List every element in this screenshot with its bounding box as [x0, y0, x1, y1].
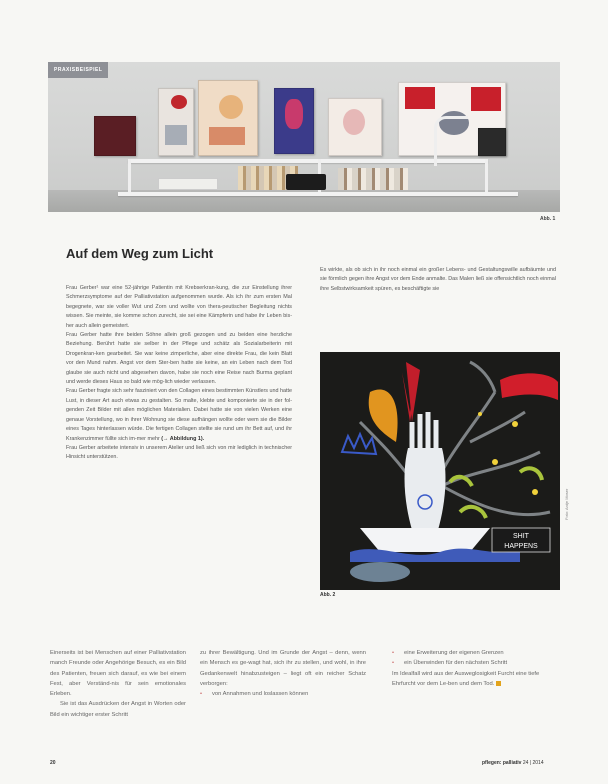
paragraph [66, 387, 292, 443]
artwork-bird-collage [158, 88, 194, 156]
shelf-lower [118, 192, 518, 196]
supplies [338, 168, 408, 190]
bullet-list [200, 689, 366, 699]
atelier-photo [48, 62, 560, 212]
section-tag: PRAXISBEISPIEL [48, 62, 108, 78]
journal-name: pflegen: palliativ [482, 760, 522, 766]
paragraph [392, 669, 558, 690]
journal-issue: 24 | 2014 [522, 760, 544, 766]
artwork-blue-collage [274, 88, 314, 154]
paper-stack [158, 178, 218, 190]
artwork-floral-collage [328, 98, 382, 156]
journal-footer [482, 760, 544, 766]
list-item: • von Annahmen und loslassen können [200, 689, 366, 699]
closing-text: Im Idealfall wird aus der Ausweglosigkeit Furcht eine tiefe Ehrfurcht vor dem Le-ben und dem Tod. [392, 670, 540, 687]
black-case [286, 174, 326, 190]
figure2-caption: Abb. 2 [320, 592, 336, 598]
figure1-caption: Abb. 1 [540, 216, 556, 222]
article-right-column [320, 266, 556, 294]
page-number: 20 [50, 760, 56, 766]
bottom-column-2 [200, 648, 366, 699]
paragraph: Frau Gerber hatte ihre beiden Söhne allein groß gezogen und zu beiden eine herzliche Beziehung. Berührt hatte sie selber in der Pflege und schätz als Sozialarbeiterin mit Drogenkran-ken gearbeitet. Sie war keine zimperliche, aber eine direkte Frau, die kein Blatt vor den Mund nahm. Angst vor dem Ster-ben hatte sie keine, an ein Leben nach dem Tod glaube sie auch nicht und abgesehen davon, habe sie noch eine Reise nach Burma geplant und werde dieses Haus so bald wie mög-lich wieder verlassen. [66, 332, 292, 386]
figure-reference: (→ Abbildung 1). [161, 435, 205, 442]
artwork-small-panel [478, 128, 506, 156]
painting-artwork [320, 352, 560, 590]
list-item: • ein Überwinden für den nächsten Schritt [392, 658, 558, 668]
article-left-column [66, 284, 292, 463]
bottom-column-1 [50, 648, 186, 720]
paragraph: Frau Gerber arbeitete intensiv in unserem Atelier und ließ sich von mir lediglich in technischer Hinsicht unterstützen. [66, 444, 292, 461]
paragraph: Sie ist das Ausdrücken der Angst in Worten oder Bild ein wichtiger erster Schritt [50, 701, 186, 718]
bullet-list [392, 648, 558, 669]
photo-credit: Foto: Antje Moser [564, 488, 569, 520]
artwork-dark-collage [94, 116, 136, 156]
painting-text-line2: HAPPENS [504, 543, 538, 550]
shelf-side-left [128, 159, 131, 193]
paragraph: Einerseits ist bei Menschen auf einer Palliativstation manch Freunde oder Angehörige Besuch, es ein Bild des Patienten, freuen sich darauf, es wie bei einem Fest, aber Verständ-nis für sein emotionales Erleben. [50, 650, 186, 698]
paragraph: zu ihrer Bewältigung. Und im Grunde der Angst – denn, wenn ein Mensch es ge-wagt hat, sich ihr zu stellen, und wohl, in ihre Gedankenwelt hinabzusteigen – liegt oft ein reicher Schatz verborgen: [200, 650, 366, 687]
paragraph: Frau Gerber¹ war eine 52-jährige Patientin mit Krebserkran-kung, die zur Einstellung ihrer Schmerzsymptome auf der Palliativstation aufgenommen wurde. Als ich ihr zum ersten Mal begegnete, war sie voller Wut und Zorn und wollte von thera-peutischer Begleitung nichts wissen. Sie meinte, sie komme schon zurecht, sie sei eine Kämpferin und habe ihr Leben bis-her auch allein gemeistert. [66, 285, 292, 329]
shelf-side-right [485, 159, 488, 193]
bottom-column-3 [392, 648, 558, 689]
paragraph: Es wirkte, als ob sich in ihr noch einmal ein großer Lebens- und Gestaltungswille aufbäumte und sie förmlich gegen ihre Angst vor dem Ende anmalte. Das Malen ließ sie offensichtlich noch einmal ihre Selbstwirksamkeit spüren, es beschäftigte sie [320, 267, 556, 292]
painting-text-line1: SHIT [513, 533, 529, 540]
list-item: • eine Erweiterung der eigenen Grenzen [392, 648, 558, 658]
paragraph-text: Frau Gerber fragte sich sehr fasziniert von den Collagen eines bestimmten Künstlers und hatte Lust, in dieser Art auch etwas zu gestalten. So malte, klebte und komponierte sie in der fol-genden Zeit Bilder mit allen möglichen Materialien. Dabei hatte sie von vielen Werken eine genaue Vorstellung, wo in ihrer Wohnung sie diese aufhängen wollte oder wem sie die Bilder eines Tages hinterlassen würde. Die fertigen Collagen stellte sie rund um ihr Bett auf, und ihr Krankenzimmer füllte sich im-mer mehr [66, 388, 292, 442]
article-title: Auf dem Weg zum Licht [66, 246, 214, 261]
end-mark-icon [496, 681, 501, 686]
painting-shit-happens [320, 352, 560, 590]
artwork-yellow-collage [198, 80, 258, 156]
desk-lamp [434, 116, 468, 166]
